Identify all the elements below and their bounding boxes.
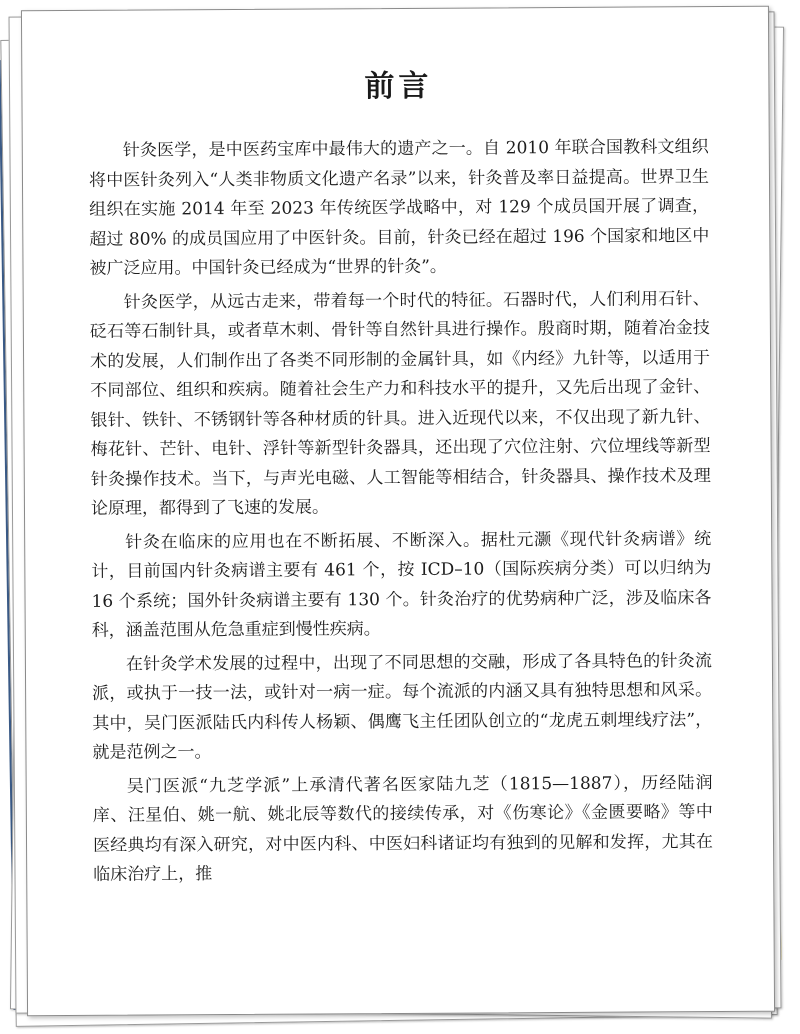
paragraph: 针灸在临床的应用也在不断拓展、不断深入。据杜元灏《现代针灸病谱》统计，目前国内针灸病谱主要有 461 个，按 ICD–10（国际疾病分类）可以归纳为 16 个系统；国外针灸病谱主要有 130 个。针灸治疗的优势病种广泛，涉及临床各科，涵盖范围从危急重症到慢性疾病。: [91, 528, 712, 641]
paragraph: 针灸医学，从远古走来，带着每一个时代的特征。石器时代，人们利用石针、砭石等石制针具，或者草木刺、骨针等自然针具进行操作。殷商时期，随着冶金技术的发展，人们制作出了各类不同形制的金属针具，如《内经》九针等，以适用于不同部位、组织和疾病。随着社会生产力和科技水平的提升，又先后出现了金针、银针、铁针、不锈钢针等各种材质的针具。进入近现代以来，不仅出现了新九针、梅花针、芒针、电针、浮针等新型针灸器具，还出现了穴位注射、穴位埋线等新型针灸操作技术。当下，与声光电磁、人工智能等相结合，针灸器具、操作技术及理论原理，都得到了飞速的发展。: [89, 288, 711, 519]
document-page: [21, 6, 775, 1017]
paragraph: 吴门医派“九芝学派”上承清代著名医家陆九芝（1815—1887），历经陆润庠、汪星伯、姚一航、姚北辰等数代的接续传承，对《伤寒论》《金匮要略》等中医经典均有深入研究，对中医内科、中医妇科诸证均有独到的见解和发挥，尤其在临床治疗上，推: [92, 772, 714, 885]
paragraph: 针灸医学，是中医药宝库中最伟大的遗产之一。自 2010 年联合国教科文组织将中医针灸列入“人类非物质文化遗产名录”以来，针灸普及率日益提高。世界卫生组织在实施 2014 年至 2023 年传统医学战略中，对 129 个成员国开展了调查，超过 80% 的成员国应用了中医针灸。目前，针灸已经在超过 196 个国家和地区中被广泛应用。中国针灸已经成为“世界的针灸”。: [88, 137, 710, 279]
paragraph: 在针灸学术发展的过程中，出现了不同思想的交融，形成了各具特色的针灸流派，或执于一技一法，或针对一病一症。每个流派的内涵又具有独特思想和风采。其中，吴门医派陆氏内科传人杨颖、偶鹰飞主任团队创立的“龙虎五刺埋线疗法”，就是范例之一。: [92, 650, 713, 763]
page-title: 前言: [364, 68, 433, 105]
